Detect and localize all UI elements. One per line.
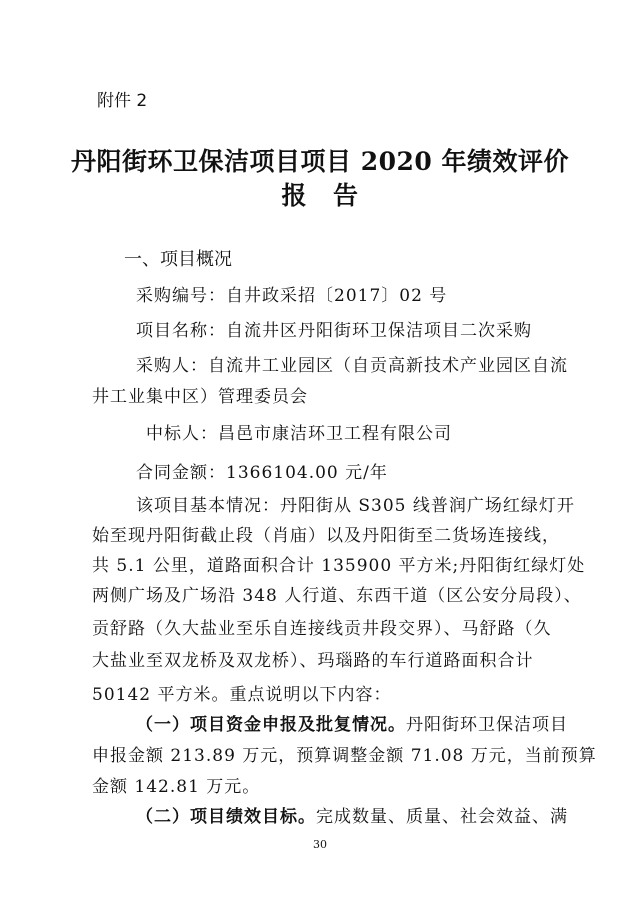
basic-info-line: 始至现丹阳街截止段（肖庙）以及丹阳街至二货场连接线，	[92, 526, 560, 546]
purchaser-line-2: 井工业集中区）管理委员会	[92, 387, 308, 407]
basic-info-line: 50142 平方米。重点说明以下内容：	[92, 685, 392, 705]
procurement-number: 采购编号：自井政采招〔2017〕02 号	[136, 286, 448, 306]
item-2-line-1	[136, 802, 568, 827]
basic-info-line: 贡舒路（久大盐业至乐自连接线贡井段交界）、马舒路（久	[92, 619, 552, 639]
page-number: 30	[313, 838, 327, 851]
item-1-line-2: 申报金额 213.89 万元，预算调整金额 71.08 万元，当前预算	[92, 746, 597, 766]
title-word-report-2: 告	[333, 181, 359, 210]
project-name: 项目名称：自流井区丹阳街环卫保洁项目二次采购	[136, 321, 532, 341]
document-title-line1: 丹阳街环卫保洁项目项目 2020 年绩效评价	[71, 147, 569, 176]
title-word-report: 报	[281, 181, 307, 210]
basic-info-line: 共 5.1 公里，道路面积合计 135900 平方米;丹阳街红绿灯处	[92, 556, 586, 576]
item-1-line-1	[136, 710, 568, 735]
item-1-line-3: 金额 142.81 万元。	[92, 777, 261, 797]
item-2-heading: （二）项目绩效目标。	[136, 807, 316, 827]
basic-info-line: 该项目基本情况：丹阳街从 S305 线普润广场红绿灯开	[136, 496, 575, 516]
attachment-label: 附件 2	[97, 91, 148, 111]
item-2-text: 完成数量、质量、社会效益、满	[316, 807, 568, 827]
winning-bidder: 中标人：昌邑市康洁环卫工程有限公司	[146, 424, 452, 444]
document-title-line2	[0, 176, 640, 212]
basic-info-line: 大盐业至双龙桥及双龙桥）、玛瑙路的车行道路面积合计	[92, 651, 534, 671]
purchaser-line-1: 采购人：自流井工业园区（自贡高新技术产业园区自流	[136, 356, 568, 376]
item-1-heading: （一）项目资金申报及批复情况。	[136, 715, 406, 735]
section-heading: 一、项目概况	[124, 249, 232, 270]
item-1-text: 丹阳街环卫保洁项目	[406, 715, 568, 735]
basic-info-line: 两侧广场及广场沿 348 人行道、东西干道（区公安分局段）、	[92, 586, 582, 606]
contract-amount: 合同金额：1366104.00 元/年	[136, 463, 388, 483]
